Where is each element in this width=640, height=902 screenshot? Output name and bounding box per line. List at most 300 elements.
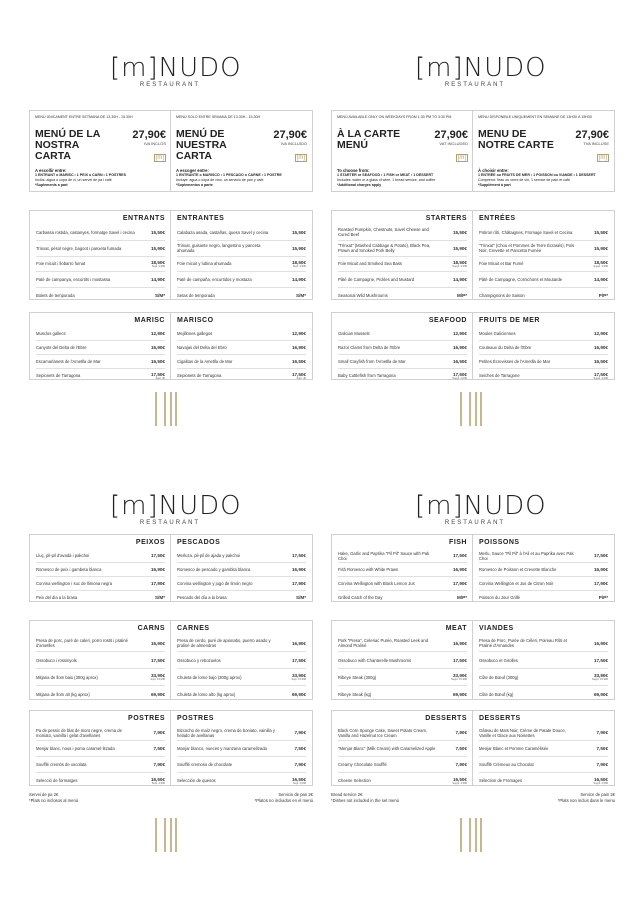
dish-name: Hake, Garlic and Paprika "Pil Pil" Sauce with Pak Choi [338, 550, 430, 561]
dish-price [594, 246, 608, 251]
price-value: 7,50€ [294, 746, 306, 751]
choose-label: A escollir entre: [35, 168, 67, 173]
price-value: 7,50€ [153, 746, 165, 751]
dish-name: Ossobuco y rebozuelos [177, 657, 221, 663]
price-value: 15,90€ [150, 245, 165, 251]
section-desserts-en [331, 710, 474, 786]
price-value: 69,90€ [593, 691, 608, 697]
courses-line: 1 ENTRANT o MARISC • 1 PEIX o CARN • 1 POSTRES [35, 173, 126, 177]
dish-name: Grilled Catch of the Day [338, 595, 383, 600]
price-value: 17,50€ [452, 657, 467, 663]
section-title: PEIXOS [135, 539, 165, 546]
menu-item [171, 741, 312, 756]
dish-price [154, 746, 166, 751]
dish-name: Presa de cerdo, puré de apionabo, puerro asado y praliné de almendras [177, 638, 271, 648]
menu-header-ca [29, 110, 172, 192]
menu-item [171, 686, 312, 702]
dish-price [151, 277, 165, 282]
section-seafood-en [331, 312, 474, 380]
menu-item [332, 549, 473, 562]
dish-name: Peix del dia a la brasa [36, 595, 78, 600]
menu-item [332, 369, 473, 382]
price-value: 17,90€ [593, 581, 608, 586]
price-value: 16,90€ [150, 567, 165, 572]
dish-price [150, 673, 165, 681]
price-value: 7,90€ [153, 730, 165, 735]
logo-subtitle: RESTAURANT [444, 82, 506, 88]
menu-item [30, 635, 171, 651]
price-value: P/P* [598, 595, 608, 600]
menu-title: À LA CARTE MENÚ [337, 128, 401, 151]
price-value: 15,50€ [150, 229, 165, 235]
price-value: 17,50€ [593, 371, 608, 377]
price-value: 33,90€ [291, 673, 306, 678]
section-title: POISSONS [479, 539, 520, 546]
menu-price: 27,90€ [273, 129, 307, 141]
dish-name: Foie Micuit and Smoked Sea Bass [338, 261, 403, 267]
dish-name: Sepionets de Tarragona [177, 373, 222, 378]
dish-price [597, 746, 609, 751]
dish-name: Romesco de pescado y gambita blanca [177, 567, 251, 572]
logo-text: [m]NUDO [415, 53, 547, 83]
logo-subtitle: RESTAURANT [139, 82, 201, 88]
section-meat-es [170, 620, 313, 700]
dish-price [151, 641, 165, 646]
price-value: 17,50€ [452, 371, 467, 377]
menu-item [473, 327, 614, 340]
dish-price [151, 658, 165, 663]
menu-item [332, 563, 473, 576]
menu-item [332, 225, 473, 240]
menu-item [30, 288, 171, 303]
dish-name: Navajas del Delta del Ebro [177, 345, 227, 350]
dish-name: Romesco de Poisson et Crevette Blanche [479, 567, 557, 572]
supplements-line: *Supplément à part [478, 183, 511, 187]
menu-title: MENÚ DE LA NOSTRA CARTA [35, 128, 100, 162]
section-seafood-fr [472, 312, 615, 380]
price-value: 33,90€ [150, 673, 165, 678]
menu-item [30, 686, 171, 702]
section-fish-ca [29, 534, 172, 602]
dish-price [593, 777, 608, 785]
menu-item [473, 686, 614, 702]
supplement-note: Suppl. 4,50€ [452, 781, 467, 785]
dish-name: Foie Micuit et Bar Fumé [479, 261, 524, 267]
menu-item [171, 272, 312, 287]
dish-price [594, 567, 608, 572]
dish-price [453, 359, 467, 364]
dish-name: Selección de quesos [177, 778, 216, 783]
section-title: CARNS [137, 625, 165, 632]
menu-item [30, 757, 171, 772]
includes-line: Includes: water or a glass of wine, 1 bread service, and coffee [337, 178, 436, 182]
price-value: 7,90€ [455, 730, 467, 735]
dish-name: Soufflé cremoso de chocolate [177, 762, 233, 767]
dish-name: Trinxat, guisante negro, langostino y panceta ahumada [177, 243, 261, 254]
includes-line: Incluye: agua o copa de vino, un servicio de pan y café [176, 178, 264, 182]
dish-price [292, 581, 306, 586]
dish-name: Escamarlanets de l'Ametlla de Mar [36, 359, 101, 364]
menu-item [332, 635, 473, 651]
dish-price [453, 553, 467, 558]
not-included-note: *Plats no inclosos al menú [29, 797, 79, 803]
choose-label: To choose from: [337, 168, 370, 173]
dish-price [151, 331, 165, 336]
menu-price: 27,90€ [434, 129, 468, 141]
dish-price [453, 277, 467, 282]
price-value: 17,50€ [593, 657, 608, 663]
not-included-note: *Dishes not included in the set menú [331, 797, 399, 803]
menu-item [30, 591, 171, 604]
dish-name: Sepionets de Tarragona [36, 373, 81, 378]
menu-item [473, 725, 614, 740]
dish-name: Foie micuit y lubina ahumada [177, 261, 232, 267]
menu-item [332, 757, 473, 772]
price-value: 69,90€ [150, 691, 165, 697]
price-value: 15,90€ [452, 245, 467, 251]
dish-price [292, 331, 306, 336]
dish-price [292, 246, 306, 251]
menu-item [171, 369, 312, 382]
dish-price [594, 641, 608, 646]
menu-item [332, 327, 473, 340]
dish-price [151, 581, 165, 586]
menu-item [171, 725, 312, 740]
menu-header-fr [472, 110, 615, 192]
price-value: 14,90€ [291, 277, 306, 283]
dish-name: Seasonal Wild Mushrooms [338, 293, 388, 299]
logo-top-left [110, 53, 242, 88]
price-value: 16,50€ [593, 359, 608, 364]
price-value: 16,50€ [593, 776, 608, 782]
price-value: 16,90€ [593, 640, 608, 646]
menu-item [473, 591, 614, 604]
price-value: 15,90€ [593, 245, 608, 251]
footer-ca [29, 792, 172, 803]
menu-item [171, 549, 312, 562]
supplements-line: *Suplementos a parte [176, 183, 213, 187]
dish-price [457, 595, 467, 600]
price-block [575, 129, 609, 164]
dish-price [594, 230, 608, 235]
dish-price [295, 746, 307, 751]
price-value: S/M* [296, 595, 306, 600]
logo-bottom-right [415, 491, 547, 526]
dish-price [151, 692, 165, 697]
menu-item [171, 341, 312, 354]
menu-item [473, 272, 614, 287]
price-value: 18,50€ [593, 259, 608, 265]
price-value: 17,50€ [150, 657, 165, 663]
supplement-note: Supl. 3,90€ [151, 264, 165, 268]
price-value: 69,90€ [291, 691, 306, 697]
dish-price [292, 641, 306, 646]
price-value: 18,50€ [452, 259, 467, 265]
monogram-icon: [m] [457, 155, 466, 161]
dish-price [456, 762, 468, 767]
section-title: MARISCO [177, 317, 214, 324]
dish-name: Mitjana de llom baix (300g aprox) [36, 674, 98, 680]
menu-header-es [170, 110, 313, 192]
dish-name: Romesco de peix i gambeta blanca [36, 567, 102, 572]
menu-item [171, 241, 312, 256]
dish-name: Carbassa rostida, castanyes, formatge Savel i cecina [36, 229, 135, 235]
section-title: FRUITS DE MER [479, 317, 540, 324]
header-row [176, 129, 307, 164]
dish-name: Ossobuco i rossinyols [36, 657, 77, 663]
dish-price [457, 293, 467, 298]
dish-price [154, 730, 166, 735]
dish-name: Roasted Pumpkin, Chestnuts, Savel Cheese and Cured Beef [338, 227, 429, 238]
price-block [434, 129, 468, 164]
price-value: 17,90€ [291, 581, 306, 586]
price-value: 17,90€ [150, 581, 165, 586]
dish-name: Gâteau de Maïs Noir, Crème de Patate Douce, Vanille et Glace aux Noisettes [479, 727, 566, 738]
dish-price [151, 246, 165, 251]
dish-name: Galician Mussels [338, 331, 370, 336]
section-seafood-es [170, 312, 313, 380]
dish-name: Couteaux du Delta de l'Ebre [479, 345, 532, 350]
menu-item [332, 773, 473, 788]
menu-item [171, 257, 312, 272]
price-value: 16,90€ [150, 345, 165, 350]
monogram-decoration-icon [460, 818, 482, 852]
menu-price: 27,90€ [575, 129, 609, 141]
section-starters-es [170, 210, 313, 300]
menu-title: MENU DE NOTRE CARTE [478, 128, 554, 151]
dish-price [594, 277, 608, 282]
logo-text: [m]NUDO [415, 491, 547, 521]
dish-price [292, 553, 306, 558]
dish-price [594, 581, 608, 586]
section-meat-ca [29, 620, 172, 700]
dish-name: Moules Galiciennes [479, 331, 516, 336]
menu-item [473, 635, 614, 651]
dish-name: Canyots del Delta de l'Ebre [36, 345, 87, 350]
dish-price [599, 595, 608, 600]
supplement-note: Suppl. 4,50€ [593, 781, 608, 785]
dish-price [292, 567, 306, 572]
dish-price [296, 595, 306, 600]
dish-price [292, 777, 306, 785]
dish-price [292, 372, 306, 380]
dish-price [453, 230, 467, 235]
menu-item [332, 686, 473, 702]
dish-name: Chuleta de lomo bajo (300g aprox) [177, 674, 242, 680]
logo-text: [m]NUDO [110, 53, 242, 83]
dish-price [594, 359, 608, 364]
dish-price [291, 673, 306, 681]
dish-price [151, 345, 165, 350]
price-value: 7,90€ [294, 730, 306, 735]
price-value: 15,50€ [452, 229, 467, 235]
price-value: 16,90€ [452, 640, 467, 646]
bread-service-note: Servei de pa 2€ [29, 792, 59, 797]
price-value: 33,90€ [593, 673, 608, 678]
dish-price [296, 293, 306, 298]
price-value: 17,90€ [452, 581, 467, 586]
monogram-icon: [m] [598, 155, 607, 161]
menu-item [473, 241, 614, 256]
bread-service-note: Bread service 2€ [331, 792, 363, 797]
section-fish-es [170, 534, 313, 602]
menu-item [30, 272, 171, 287]
menu-item [30, 563, 171, 576]
menu-item [332, 591, 473, 604]
supplement-note: Supl. 4€ [155, 376, 165, 380]
price-value: 16,90€ [291, 640, 306, 646]
menu-item [473, 757, 614, 772]
dish-price [151, 230, 165, 235]
tax-note: IVA INCLUIDO [280, 141, 307, 146]
dish-price [295, 730, 307, 735]
dish-name: Ribeye Steak (300g) [338, 674, 377, 680]
price-value: 16,90€ [150, 640, 165, 646]
dish-name: Poisson du Jour Grillé [479, 595, 520, 600]
price-value: 69,90€ [452, 691, 467, 697]
dish-price [453, 246, 467, 251]
dish-price [594, 658, 608, 663]
dish-name: Setas de temporada [177, 293, 215, 299]
dish-name: Pâté de Campagne, Pickles and Mustard [338, 277, 415, 283]
price-value: 17,50€ [291, 371, 306, 377]
price-value: 16,90€ [593, 345, 608, 350]
section-title: FISH [449, 539, 467, 546]
price-value: 7,90€ [596, 762, 608, 767]
dish-name: Seiches de Tarragone [479, 373, 520, 378]
menu-item [332, 241, 473, 256]
choose-label: A escoger entre: [176, 168, 209, 173]
section-title: CARNES [177, 625, 210, 632]
section-meat-en [331, 620, 474, 700]
section-desserts-fr [472, 710, 615, 786]
menu-item [30, 355, 171, 368]
section-desserts-es [170, 710, 313, 786]
dish-price [292, 230, 306, 235]
not-included-note: *Platos no incluidos en el menú [254, 797, 313, 803]
menu-item [332, 288, 473, 303]
dish-name: Pork "Presa", Celeriac Purée, Roasted Leek and Almond Praliné [338, 638, 429, 648]
section-seafood-ca [29, 312, 172, 380]
menu-item [473, 341, 614, 354]
dish-price [452, 260, 467, 268]
price-value: 18,50€ [291, 259, 306, 265]
menu-item [473, 355, 614, 368]
dish-price [151, 567, 165, 572]
price-value: 17,50€ [291, 553, 306, 558]
dish-price [292, 345, 306, 350]
logo-subtitle: RESTAURANT [444, 520, 506, 526]
price-value: 16,50€ [291, 359, 306, 364]
monogram-icon: [m] [296, 155, 305, 161]
monogram-icon: [m] [155, 155, 164, 161]
dish-price [295, 762, 307, 767]
choose-label: À choisir entre: [478, 168, 509, 173]
menu-item [473, 563, 614, 576]
menu-item [30, 225, 171, 240]
supplement-note: Supl. 15,90€ [150, 678, 165, 681]
section-fish-en [331, 534, 474, 602]
menu-item [473, 257, 614, 272]
dish-name: Potiron rôti, Châtaignes, Fromage Savel et Cecina [479, 229, 573, 235]
dish-name: Small Crayfish from l'Ametlla de Mar [338, 359, 406, 364]
logo-bottom-left [110, 491, 242, 526]
section-title: ENTRANTS [122, 215, 165, 222]
section-starters-en [331, 210, 474, 300]
footer-en [331, 792, 474, 803]
dish-name: Fish Romesco with White Prawn [338, 567, 399, 572]
price-value: 7,90€ [153, 762, 165, 767]
price-value: 16,90€ [452, 345, 467, 350]
menu-title: MENÚ DE NUESTRA CARTA [176, 128, 227, 162]
dish-name: Calabaza asada, castañas, queso Savel y cecina [177, 229, 269, 235]
price-value: 16,50€ [150, 359, 165, 364]
menu-header-en [331, 110, 474, 192]
dish-name: Menjar blanc, nous i poma caramel·litzada [36, 746, 115, 751]
dish-name: Cheese Selection [338, 778, 371, 783]
price-value: 16,90€ [291, 567, 306, 572]
dish-name: Musclos gallecs [36, 331, 66, 336]
menu-price: 27,90€ [132, 129, 166, 141]
tax-note: TVA INCLUSE [583, 141, 609, 146]
menu-item [473, 288, 614, 303]
price-value: 17,50€ [291, 657, 306, 663]
section-title: VIANDES [479, 625, 514, 632]
price-value: 16,50€ [150, 776, 165, 782]
price-value: 16,90€ [452, 567, 467, 572]
dish-name: "Menjar Blanc" (Milk Cream) with Caramelized Apple [338, 746, 436, 751]
price-value: 7,90€ [294, 762, 306, 767]
dish-price [154, 762, 166, 767]
dish-price [599, 293, 608, 298]
price-value: 17,50€ [150, 371, 165, 377]
menu-item [30, 369, 171, 382]
dish-name: Menjar Blanc et Pomme Caramélisée [479, 746, 549, 751]
menu-item [332, 577, 473, 590]
supplements-line: *Suplements a part [35, 183, 68, 187]
dish-price [151, 372, 165, 380]
dish-price [594, 345, 608, 350]
menu-item [473, 577, 614, 590]
price-value: 14,90€ [593, 277, 608, 283]
section-meat-fr [472, 620, 615, 700]
not-included-note: *Plats non inclus dans le menu [557, 797, 615, 803]
supplement-note: Suppl. 4,00€ [593, 376, 608, 380]
price-value: 33,90€ [452, 673, 467, 678]
dish-name: Black Corn Sponge Cake, Sweet Potato Cream, Vanilla and Hazelnut Ice Cream [338, 727, 428, 738]
price-value: 7,50€ [455, 746, 467, 751]
menu-item [332, 725, 473, 740]
monogram-decoration-icon [155, 392, 177, 426]
price-value: 15,50€ [291, 229, 306, 235]
menu-item [171, 225, 312, 240]
dish-price [452, 372, 467, 380]
dish-name: Baby Cuttlefish from Tarragona [338, 373, 396, 378]
menu-item [30, 773, 171, 788]
dish-price [453, 345, 467, 350]
bread-service-note: Servicio de pan 2€ [278, 792, 313, 797]
dish-price [592, 673, 608, 681]
header-row [337, 129, 468, 164]
section-title: ENTRANTES [177, 215, 225, 222]
dish-name: Presa de Porc, Purée de Céleri, Poireau Rôti et Praliné d'Amandes [479, 638, 567, 648]
dish-name: Corvina wellington i suc de llimona negra [36, 581, 113, 586]
price-value: 15,50€ [593, 229, 608, 235]
dish-price [453, 581, 467, 586]
section-starters-ca [29, 210, 172, 300]
price-value: P/P* [598, 293, 608, 299]
logo-subtitle: RESTAURANT [139, 520, 201, 526]
